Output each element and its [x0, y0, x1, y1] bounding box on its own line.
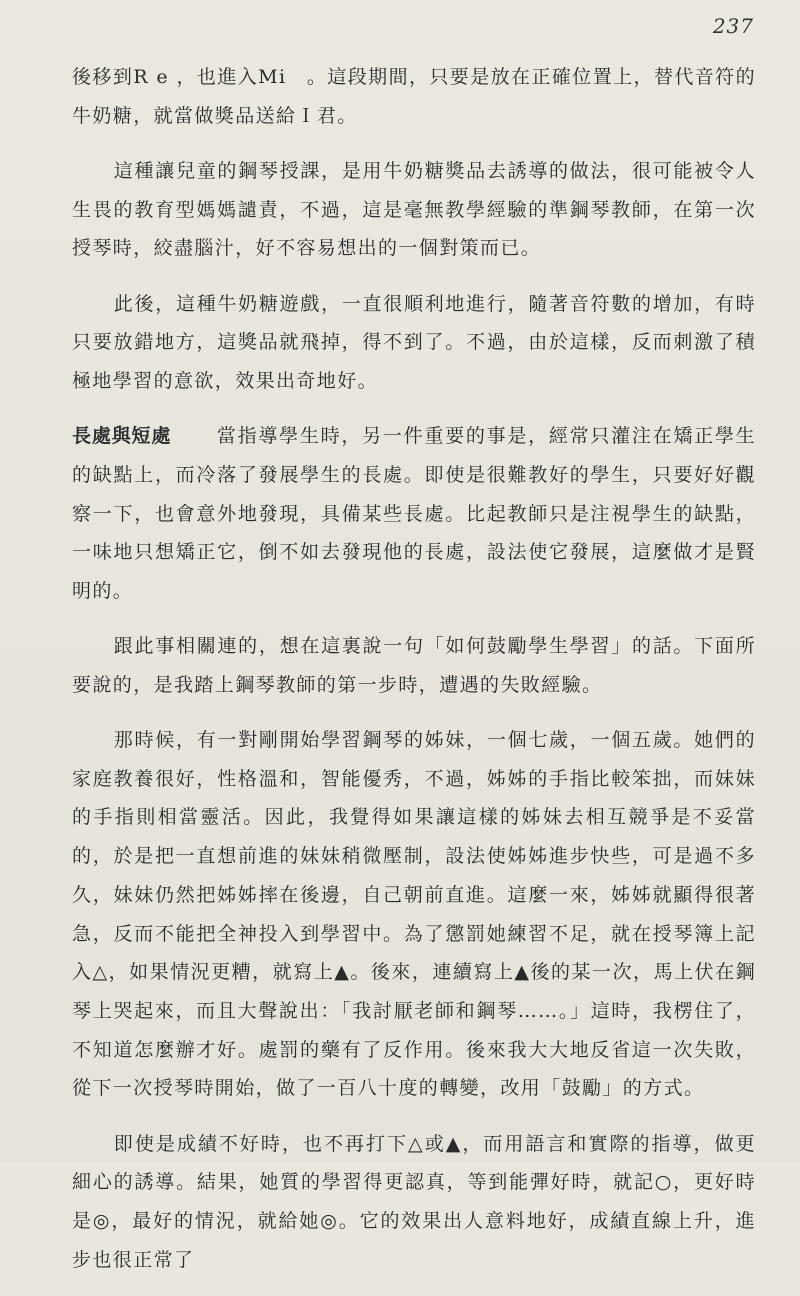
paragraph-6: 那時候，有一對剛開始學習鋼琴的姊妹，一個七歲，一個五歲。她們的家庭教養很好，性格溫和，智能優秀，不過，姊姊的手指比較笨拙，而妹妹的手指則相當靈活。因此，我覺得如果讓這樣的姊妹去相互競爭是不妥當的，於是把一直想前進的妹妹稍微壓制，設法使姊姊進步快些，可是過不多久，妹妹仍然把姊姊摔在後邊，自己朝前直進。這麼一來，姊姊就顯得很著急，反而不能把全神投入到學習中。為了懲罰她練習不足，就在授琴簿上記入△，如果情況更糟，就寫上▲。後來，連續寫上▲後的某一次，馬上伏在鋼琴上哭起來，而且大聲說出：「我討厭老師和鋼琴……。」這時，我楞住了，不知道怎麼辦才好。處罰的藥有了反作用。後來我大大地反省這一次失敗，從下一次授琴時開始，做了一百八十度的轉變，改用「鼓勵」的方式。 [72, 729, 756, 1100]
section-heading: 長處與短處 [72, 425, 172, 448]
paragraph-3: 此後，這種牛奶糖遊戲，一直很順利地進行，隨著音符數的增加，有時只要放錯地方，這獎品就飛掉，得不到了。不過，由於這樣，反而刺激了積極地學習的意欲，效果出奇地好。 [72, 292, 756, 392]
body-text [72, 58, 756, 1296]
paragraph-7: 即使是成績不好時，也不再打下△或▲，而用語言和實際的指導，做更細心的誘導。結果，她質的學習得更認真，等到能彈好時，就記○，更好時是◎，最好的情況，就給她◎。它的效果出人意料地好，成績直線上升，進步也很正常了 [72, 1132, 756, 1271]
paragraph-1: 後移到R e ，也進入Mi 。這段期間，只要是放在正確位置上，替代音符的牛奶糖，就當做獎品送給Ｉ君。 [72, 66, 756, 127]
paragraph-5: 跟此事相關連的，想在這裏說一句「如何鼓勵學生學習」的話。下面所要說的，是我踏上鋼琴教師的第一步時，遭遇的失敗經驗。 [72, 635, 756, 696]
page-number: 237 [712, 14, 754, 38]
paragraph-2: 這種讓兒童的鋼琴授課，是用牛奶糖獎品去誘導的做法，很可能被令人生畏的教育型媽媽譴責，不過，這是毫無教學經驗的準鋼琴教師，在第一次授琴時，絞盡腦汁，好不容易想出的一個對策而已。 [72, 159, 756, 260]
section-text: 當指導學生時，另一件重要的事是，經常只灌注在矯正學生的缺點上，而冷落了發展學生的長處。即使是很難教好的學生，只要好好觀察一下，也會意外地發現，具備某些長處。比起教師只是注視學生的缺點，一味地只想矯正它，倒不如去發現他的長處，設法使它發展，這麼做才是賢明的。 [72, 425, 756, 602]
paragraph-4 [72, 417, 756, 611]
